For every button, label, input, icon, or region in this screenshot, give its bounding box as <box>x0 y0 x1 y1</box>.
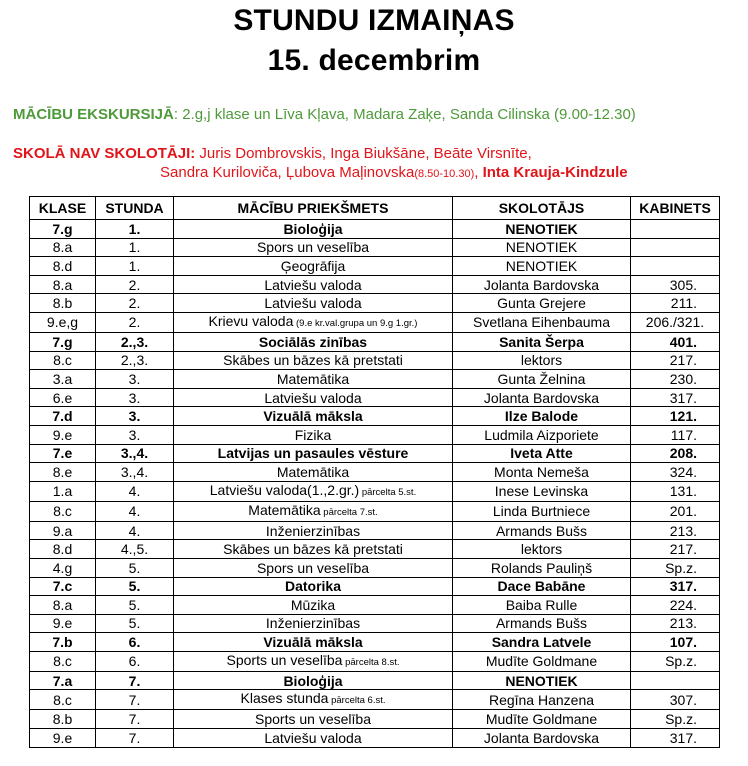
table-row <box>30 275 720 294</box>
cell-teacher: Inese Levinska <box>453 481 631 501</box>
table-row <box>30 690 720 710</box>
subject-text: Vizuālā māksla <box>263 634 363 651</box>
subject-text: Inženierzinības <box>265 615 361 632</box>
cell-teacher: Linda Burtniece <box>453 501 631 521</box>
cell-stunda: 4. <box>96 501 174 521</box>
absent-separator: , <box>474 164 483 181</box>
table-row <box>30 407 720 426</box>
cell-room <box>631 671 720 690</box>
table-header-row <box>30 197 720 220</box>
table-row <box>30 351 720 370</box>
cell-klase: 8.b <box>30 294 96 313</box>
cell-teacher: NENOTIEK <box>453 257 631 276</box>
col-header-klase: KLASE <box>30 197 96 220</box>
cell-subject <box>174 521 453 540</box>
cell-klase: 8.a <box>30 596 96 615</box>
cell-klase: 7.d <box>30 407 96 426</box>
absent-notice-line2 <box>160 164 628 183</box>
cell-teacher: Dace Babāne <box>453 577 631 596</box>
table-row <box>30 463 720 482</box>
table-row <box>30 220 720 239</box>
col-header-subject: MĀCĪBU PRIEKŠMETS <box>174 197 453 220</box>
subject-text: Klases stunda <box>240 690 329 707</box>
cell-subject <box>174 596 453 615</box>
cell-klase: 8.c <box>30 651 96 671</box>
cell-room: 217. <box>631 351 720 370</box>
cell-stunda: 4. <box>96 521 174 540</box>
cell-subject <box>174 558 453 577</box>
table-row <box>30 596 720 615</box>
absent-notice-line1 <box>13 145 532 163</box>
cell-stunda: 3. <box>96 407 174 426</box>
cell-klase: 7.g <box>30 332 96 351</box>
cell-room <box>631 238 720 257</box>
cell-subject <box>174 370 453 389</box>
col-header-room: KABINETS <box>631 197 720 220</box>
table-row <box>30 425 720 444</box>
cell-room: 317. <box>631 388 720 407</box>
cell-teacher: Rolands Pauliņš <box>453 558 631 577</box>
cell-teacher: Ludmila Aizporiete <box>453 425 631 444</box>
cell-teacher: Baiba Rulle <box>453 596 631 615</box>
cell-room: 206./321. <box>631 312 720 332</box>
cell-stunda: 7. <box>96 671 174 690</box>
cell-room: 317. <box>631 729 720 748</box>
cell-room <box>631 257 720 276</box>
cell-room: 230. <box>631 370 720 389</box>
cell-klase: 7.a <box>30 671 96 690</box>
table-row <box>30 312 720 332</box>
cell-klase: 8.d <box>30 540 96 559</box>
subject-text: Datorika <box>284 578 342 595</box>
cell-subject <box>174 275 453 294</box>
table-row <box>30 294 720 313</box>
cell-subject <box>174 501 453 521</box>
table-row <box>30 729 720 748</box>
cell-stunda: 2. <box>96 312 174 332</box>
cell-subject <box>174 729 453 748</box>
cell-teacher: lektors <box>453 351 631 370</box>
cell-teacher: Jolanta Bardovska <box>453 275 631 294</box>
cell-teacher: Armands Bušs <box>453 614 631 633</box>
table-row <box>30 614 720 633</box>
absent-teachers-1: Juris Dombrovskis, Inga Biukšāne, Beāte Virsnīte, <box>195 145 532 162</box>
cell-room: 224. <box>631 596 720 615</box>
cell-subject <box>174 481 453 501</box>
cell-room: Sp.z. <box>631 651 720 671</box>
col-header-stunda: STUNDA <box>96 197 174 220</box>
cell-teacher: Monta Nemeša <box>453 463 631 482</box>
table-row <box>30 238 720 257</box>
cell-klase: 1.a <box>30 481 96 501</box>
cell-stunda: 2. <box>96 294 174 313</box>
cell-room: Sp.z. <box>631 558 720 577</box>
cell-room: 117. <box>631 425 720 444</box>
cell-subject <box>174 351 453 370</box>
cell-room: Sp.z. <box>631 710 720 729</box>
subject-text: Matemātika <box>276 370 350 387</box>
cell-teacher: Sanita Šerpa <box>453 332 631 351</box>
subject-text: Sports un veselība <box>255 711 371 728</box>
cell-teacher: Svetlana Eihenbauma <box>453 312 631 332</box>
cell-klase: 6.e <box>30 388 96 407</box>
cell-stunda: 3.,4. <box>96 444 174 463</box>
cell-teacher: Jolanta Bardovska <box>453 388 631 407</box>
subject-note: (9.e kr.val.grupa un 9.g 1.gr.) <box>293 317 418 329</box>
cell-stunda: 5. <box>96 558 174 577</box>
cell-room: 307. <box>631 690 720 710</box>
table-row <box>30 388 720 407</box>
trip-label: MĀCĪBU EKSKURSIJĀ <box>13 106 174 123</box>
cell-stunda: 6. <box>96 651 174 671</box>
cell-room: 305. <box>631 275 720 294</box>
cell-room: 324. <box>631 463 720 482</box>
cell-teacher: Mudīte Goldmane <box>453 710 631 729</box>
cell-subject <box>174 463 453 482</box>
cell-room: 208. <box>631 444 720 463</box>
subject-text: Latviešu valoda <box>264 729 362 746</box>
cell-subject <box>174 651 453 671</box>
cell-teacher: Gunta Želnina <box>453 370 631 389</box>
cell-teacher: Gunta Grejere <box>453 294 631 313</box>
subject-text: Matemātika <box>276 463 350 480</box>
cell-subject <box>174 614 453 633</box>
cell-stunda: 2.,3. <box>96 351 174 370</box>
cell-room: 211. <box>631 294 720 313</box>
trip-text: : 2.g,j klase un Līva Kļava, Madara Zaķe, Sanda Cilinska (9.00-12.30) <box>173 106 636 123</box>
table-row <box>30 444 720 463</box>
cell-room: 401. <box>631 332 720 351</box>
cell-subject <box>174 332 453 351</box>
cell-stunda: 5. <box>96 577 174 596</box>
cell-subject <box>174 312 453 332</box>
subject-text: Skābes un bāzes kā pretstati <box>223 541 403 558</box>
subject-text: Latviešu valoda <box>264 276 362 293</box>
cell-stunda: 3. <box>96 425 174 444</box>
cell-teacher: Mudīte Goldmane <box>453 651 631 671</box>
cell-stunda: 6. <box>96 633 174 652</box>
cell-teacher: NENOTIEK <box>453 220 631 239</box>
cell-subject <box>174 671 453 690</box>
cell-subject <box>174 388 453 407</box>
table-row <box>30 558 720 577</box>
cell-stunda: 2.,3. <box>96 332 174 351</box>
cell-subject <box>174 633 453 652</box>
cell-teacher: Iveta Atte <box>453 444 631 463</box>
cell-stunda: 3.,4. <box>96 463 174 482</box>
cell-klase: 7.e <box>30 444 96 463</box>
cell-stunda: 5. <box>96 596 174 615</box>
table-row <box>30 257 720 276</box>
subject-note: pārcelta 8.st. <box>342 656 400 668</box>
absent-teacher-bold: Inta Krauja-Kindzule <box>482 164 628 181</box>
cell-room: 121. <box>631 407 720 426</box>
table-row <box>30 651 720 671</box>
cell-room <box>631 220 720 239</box>
cell-klase: 9.e <box>30 614 96 633</box>
cell-klase: 3.a <box>30 370 96 389</box>
subject-note: pārcelta 6.st. <box>328 695 386 707</box>
subject-text: Latviešu valoda <box>264 389 362 406</box>
subject-text: Spors un veselība <box>256 559 370 576</box>
cell-subject <box>174 425 453 444</box>
cell-stunda: 1. <box>96 238 174 257</box>
subject-text: Spors un veselība <box>256 239 370 256</box>
cell-subject <box>174 444 453 463</box>
cell-stunda: 7. <box>96 690 174 710</box>
cell-teacher: Ilze Balode <box>453 407 631 426</box>
table-row <box>30 710 720 729</box>
table-row <box>30 332 720 351</box>
trip-notice <box>13 106 636 124</box>
subject-text: Mūzika <box>290 596 336 613</box>
cell-subject <box>174 238 453 257</box>
cell-room: 107. <box>631 633 720 652</box>
subject-text: Matemātika <box>248 501 321 518</box>
cell-stunda: 5. <box>96 614 174 633</box>
cell-subject <box>174 220 453 239</box>
cell-subject <box>174 257 453 276</box>
cell-stunda: 3. <box>96 388 174 407</box>
subject-text: Latviešu valoda <box>264 295 362 312</box>
cell-klase: 8.c <box>30 690 96 710</box>
subject-text: Vizuālā māksla <box>263 408 363 425</box>
cell-klase: 8.a <box>30 275 96 294</box>
cell-subject <box>174 577 453 596</box>
cell-klase: 7.c <box>30 577 96 596</box>
cell-teacher: Sandra Latvele <box>453 633 631 652</box>
subject-note: pārcelta 5.st. <box>359 486 417 498</box>
cell-teacher: lektors <box>453 540 631 559</box>
cell-klase: 8.a <box>30 238 96 257</box>
cell-teacher: Jolanta Bardovska <box>453 729 631 748</box>
cell-subject <box>174 540 453 559</box>
cell-teacher: NENOTIEK <box>453 671 631 690</box>
table-row <box>30 633 720 652</box>
cell-klase: 7.g <box>30 220 96 239</box>
table-row <box>30 540 720 559</box>
cell-stunda: 7. <box>96 710 174 729</box>
cell-stunda: 1. <box>96 257 174 276</box>
cell-stunda: 1. <box>96 220 174 239</box>
subject-text: Sociālās zinības <box>258 333 368 350</box>
cell-klase: 9.e <box>30 729 96 748</box>
cell-klase: 8.c <box>30 351 96 370</box>
cell-klase: 8.b <box>30 710 96 729</box>
cell-teacher: Regīna Hanzena <box>453 690 631 710</box>
cell-klase: 9.e,g <box>30 312 96 332</box>
cell-subject <box>174 690 453 710</box>
col-header-teacher: SKOLOTĀJS <box>453 197 631 220</box>
cell-klase: 8.c <box>30 501 96 521</box>
table-row <box>30 671 720 690</box>
cell-room: 131. <box>631 481 720 501</box>
cell-klase: 4.g <box>30 558 96 577</box>
absent-label: SKOLĀ NAV SKOLOTĀJI: <box>13 145 196 162</box>
table-row <box>30 577 720 596</box>
subject-text: Bioloģija <box>283 672 343 689</box>
table-row <box>30 501 720 521</box>
subject-text: Latviešu valoda(1.,2.gr.) <box>209 481 360 498</box>
cell-klase: 8.d <box>30 257 96 276</box>
cell-stunda: 2. <box>96 275 174 294</box>
schedule-table <box>29 196 720 748</box>
cell-room: 217. <box>631 540 720 559</box>
cell-klase: 9.a <box>30 521 96 540</box>
cell-room: 201. <box>631 501 720 521</box>
cell-stunda: 7. <box>96 729 174 748</box>
cell-teacher: Armands Bušs <box>453 521 631 540</box>
subject-text: Sports un veselība <box>226 651 343 668</box>
subject-note: pārcelta 7.st. <box>320 506 378 518</box>
subject-text: Inženierzinības <box>265 522 361 539</box>
cell-stunda: 4. <box>96 481 174 501</box>
cell-klase: 7.b <box>30 633 96 652</box>
subject-text: Ģeogrāfija <box>280 257 346 274</box>
cell-stunda: 4.,5. <box>96 540 174 559</box>
cell-subject <box>174 407 453 426</box>
cell-room: 213. <box>631 521 720 540</box>
cell-teacher: NENOTIEK <box>453 238 631 257</box>
table-row <box>30 481 720 501</box>
cell-stunda: 3. <box>96 370 174 389</box>
cell-room: 213. <box>631 614 720 633</box>
subject-text: Latvijas un pasaules vēsture <box>217 445 409 462</box>
cell-klase: 9.e <box>30 425 96 444</box>
cell-subject <box>174 294 453 313</box>
page-date: 15. decembrim <box>267 44 481 77</box>
cell-subject <box>174 710 453 729</box>
subject-text: Skābes un bāzes kā pretstati <box>223 352 403 369</box>
page-title: STUNDU IZMAIŅAS <box>233 4 515 37</box>
subject-text: Krievu valoda <box>208 312 294 329</box>
cell-room: 317. <box>631 577 720 596</box>
cell-klase: 8.e <box>30 463 96 482</box>
subject-text: Fizika <box>294 426 332 443</box>
table-row <box>30 370 720 389</box>
absent-time-note: (8.50-10.30) <box>414 168 475 180</box>
absent-teachers-2: Sandra Kuriloviča, Ļubova Maļinovska <box>160 164 415 181</box>
subject-text: Bioloģija <box>283 220 343 237</box>
table-row <box>30 521 720 540</box>
